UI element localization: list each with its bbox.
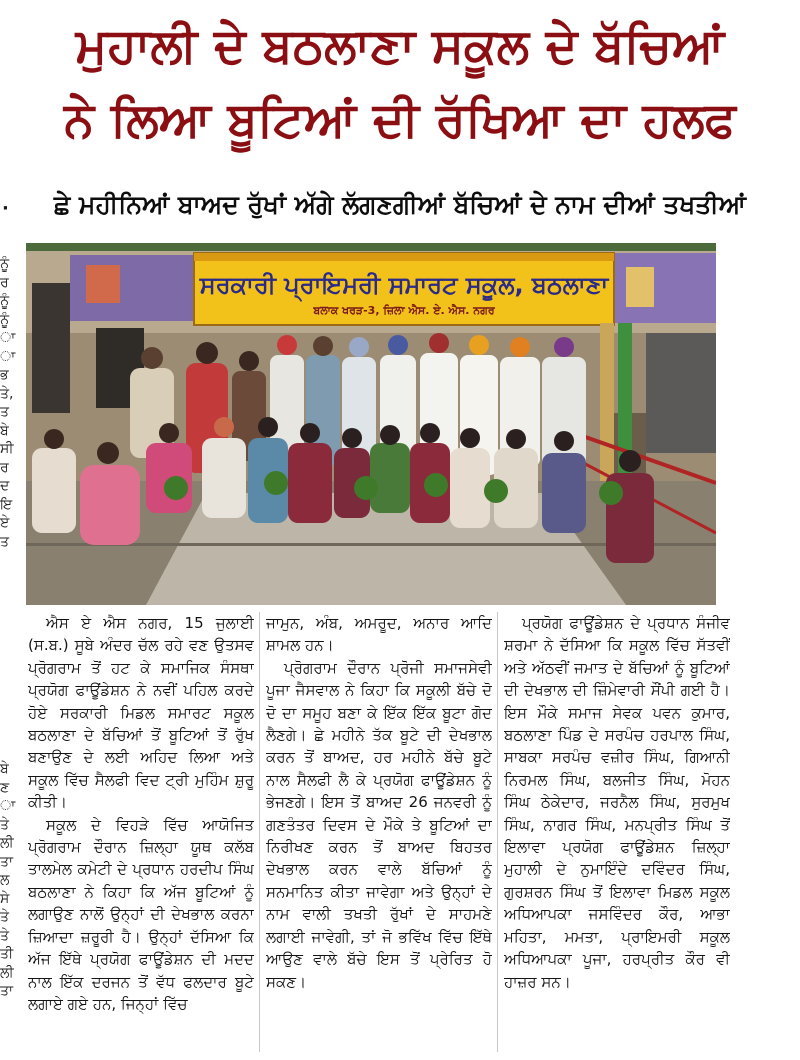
edge-fragment: ਤਾ (0, 983, 13, 999)
edge-fragment: ਾ (0, 348, 16, 365)
adjacent-article-edge-top (0, 255, 22, 605)
article-paragraph: ਐਸ ਏ ਐਸ ਨਗਰ, 15 ਜੁਲਾਈ (ਸ.ਬ.) ਸੂਬੇ ਅੰਦਰ ਚੱਲ ਰਹੇ ਵਣ ਉਤਸਵ ਪ੍ਰੋਗਰਾਮ ਤੋਂ ਹਟ ਕੇ ਸਮਾਜਿਕ ਸੰਸਥਾ ਪ੍ਰਯੋਗ ਫਾਊਂਡੇਸ਼ਨ ਨੇ ਨਵੀਂ ਪਹਿਲ ਕਰਦੇ ਹੋਏ ਸਰਕਾਰੀ ਮਿਡਲ ਸਮਾਰਟ ਸਕੂਲ ਬਠਲਾਣਾ ਦੇ ਬੱਚਿਆਂ ਤੋਂ ਬੂਟਿਆਂ ਤੋਂ ਰੁੱਖ ਬਣਾਉਣ ਦੇ ਲਈ ਅਹਿਦ ਲਿਆ ਅਤੇ ਸਕੂਲ ਵਿੱਚ ਸੈਲਫੀ ਵਿਦ ਟ੍ਰੀ ਮੁਹਿੰਮ ਸ਼ੁਰੂ ਕੀਤੀ। (28, 614, 254, 812)
edge-fragment: ਲੀ (0, 835, 14, 851)
edge-fragment: ਾ (0, 798, 16, 814)
edge-fragment: ਤਾ (0, 853, 13, 870)
edge-fragment: ਸੀ (0, 441, 14, 457)
edge-fragment: ਤੇ (0, 816, 9, 833)
edge-fragment: ਤ (0, 404, 9, 420)
edge-fragment: ਦ (0, 478, 10, 494)
edge-fragment: ਬੇ (0, 761, 9, 777)
article-column-1 (28, 612, 254, 1052)
edge-fragment: ਬੇ (0, 422, 9, 439)
edge-fragment: ਇ (0, 496, 13, 513)
edge-fragment: ਏ (0, 515, 10, 531)
column-rule-2 (497, 612, 498, 1052)
article-paragraph: ਜਾਮੁਨ, ਅੰਬ, ਅਮਰੂਦ, ਅਨਾਰ ਆਦਿ ਸ਼ਾਮਲ ਹਨ। (266, 614, 492, 655)
edge-fragment: ਸੇ (0, 890, 10, 907)
article-paragraph: ਸਕੂਲ ਦੇ ਵਿਹੜੇ ਵਿੱਚ ਆਯੋਜਿਤ ਪ੍ਰੋਗਰਾਮ ਦੌਰਾਨ ਜ਼ਿਲ੍ਹਾ ਯੂਥ ਕਲੱਬ ਤਾਲਮੇਲ ਕਮੇਟੀ ਦੇ ਪ੍ਰਧਾਨ ਹਰਦੀਪ ਸਿੰਘ ਬਠਲਾਣਾ ਨੇ ਕਿਹਾ ਕਿ ਅੱਜ ਬੂਟਿਆਂ ਨੂੰ ਲਗਾਉਣ ਨਾਲੋਂ ਉਨ੍ਹਾਂ ਦੀ ਦੇਖਭਾਲ ਕਰਨਾ ਜ਼ਿਆਦਾ ਜ਼ਰੂਰੀ ਹੈ। ਉਨ੍ਹਾਂ ਦੱਸਿਆ ਕਿ ਅੱਜ ਇੱਥੇ ਪ੍ਰਯੋਗ ਫਾਊਂਡੇਸ਼ਨ ਦੀ ਮਦਦ ਨਾਲ ਇੱਕ ਦਰਜਨ ਤੋਂ ਵੱਧ ਫਲਦਾਰ ਬੂਟੇ ਲਗਾਏ ਗਏ ਹਨ, ਜਿਨ੍ਹਾਂ ਵਿੱਚ (28, 815, 254, 1013)
article-paragraph: ਪ੍ਰੋਗਰਾਮ ਦੌਰਾਨ ਪ੍ਰੋਜੀ ਸਮਾਜਸੇਵੀ ਪੂਜਾ ਜੈਸਵਾਲ ਨੇ ਕਿਹਾ ਕਿ ਸਕੂਲੀ ਬੱਚੇ ਦੋ ਦੋ ਦਾ ਸਮੂਹ ਬਣਾ ਕੇ ਇੱਕ ਇੱਕ ਬੂਟਾ ਗੋਦ ਲੈਣਗੇ। ਛੇ ਮਹੀਨੇ ਤੱਕ ਬੂਟੇ ਦੀ ਦੇਖਭਾਲ ਕਰਨ ਤੋਂ ਬਾਅਦ, ਹਰ ਮਹੀਨੇ ਬੱਚੇ ਬੂਟੇ ਨਾਲ ਸੈਲਫੀ ਲੈ ਕੇ ਪ੍ਰਯੋਗ ਫਾਊਂਡੇਸ਼ਨ ਨੂੰ ਭੇਜਣਗੇ। ਇਸ ਤੋਂ ਬਾਅਦ 26 ਜਨਵਰੀ ਨੂੰ ਗਣਤੰਤਰ ਦਿਵਸ ਦੇ ਮੌਕੇ ਤੇ ਬੂਟਿਆਂ ਦਾ ਨਿਰੀਖਣ ਕਰਨ ਤੋਂ ਬਾਅਦ ਬਿਹਤਰ ਦੇਖਭਾਲ ਕਰਨ ਵਾਲੇ ਬੱਚਿਆਂ ਨੂੰ ਸਨਮਾਨਿਤ ਕੀਤਾ ਜਾਵੇਗਾ ਅਤੇ ਉਨ੍ਹਾਂ ਦੇ ਨਾਮ ਵਾਲੀ ਤਖਤੀ ਰੁੱਖਾਂ ਦੇ ਸਾਹਮਣੇ ਲਗਾਈ ਜਾਵੇਗੀ, ਤਾਂ ਜੋ ਭਵਿੱਖ ਵਿੱਚ ਇੱਥੇ ਆਉਣ ਵਾਲੇ ਬੱਚੇ ਇਸ ਤੋਂ ਪ੍ਰੇਰਿਤ ਹੋ ਸਕਣ। (266, 658, 492, 991)
banner-subtitle: ਬਲਾਕ ਖਰੜ-3, ਜ਼ਿਲਾ ਐਸ. ਏ. ਐਸ. ਨਗਰ (313, 304, 495, 317)
edge-fragment: ਤੀ (0, 946, 14, 962)
news-photo (26, 243, 716, 605)
edge-fragment: ਰ (0, 459, 9, 476)
edge-fragment: ਣ (0, 779, 10, 796)
column-rule-1 (259, 612, 260, 1052)
edge-fragment: ਰ (0, 274, 9, 291)
article-column-2 (266, 612, 492, 1052)
edge-fragment: ਤੇ (0, 909, 9, 925)
edge-fragment: ਲੀ (0, 964, 14, 981)
banner-title: ਸਰਕਾਰੀ ਪ੍ਰਾਇਮਰੀ ਸਮਾਰਟ ਸਕੂਲ, ਬਠਲਾਣਾ (199, 271, 609, 299)
headline-line-1: ਮੁਹਾਲੀ ਦੇ ਬਠਲਾਣਾ ਸਕੂਲ ਦੇ ਬੱਚਿਆਂ (75, 18, 725, 74)
edge-fragment: ਤੇ (0, 927, 9, 944)
edge-fragment: ਤੇ, (0, 385, 14, 402)
edge-fragment: ਨੂੰ (0, 311, 10, 328)
article-paragraph: ਪ੍ਰਯੋਗ ਫਾਊਂਡੇਸ਼ਨ ਦੇ ਪ੍ਰਧਾਨ ਸੰਜੀਵ ਸ਼ਰਮਾ ਨੇ ਦੱਸਿਆ ਕਿ ਸਕੂਲ ਵਿੱਚ ਸੱਤਵੀਂ ਅਤੇ ਅੱਠਵੀਂ ਜਮਾਤ ਦੇ ਬੱਚਿਆਂ ਨੂੰ ਬੂਟਿਆਂ ਦੀ ਦੇਖਭਾਲ ਦੀ ਜ਼ਿੰਮੇਵਾਰੀ ਸੌਂਪੀ ਗਈ ਹੈ। ਇਸ ਮੌਕੇ ਸਮਾਜ ਸੇਵਕ ਪਵਨ ਕੁਮਾਰ, ਬਠਲਾਣਾ ਪਿੰਡ ਦੇ ਸਰਪੰਚ ਹਰਪਾਲ ਸਿੰਘ, ਸਾਬਕਾ ਸਰਪੰਚ ਵਜ਼ੀਰ ਸਿੰਘ, ਗਿਆਨੀ ਨਿਰਮਲ ਸਿੰਘ, ਬਲਜੀਤ ਸਿੰਘ, ਮੋਹਨ ਸਿੰਘ ਠੇਕੇਦਾਰ, ਜਰਨੈਲ ਸਿੰਘ, ਸੁਰਮੁਖ ਸਿੰਘ, ਨਾਗਰ ਸਿੰਘ, ਮਨਪ੍ਰੀਤ ਸਿੰਘ ਤੋਂ ਇਲਾਵਾ ਪ੍ਰਯੋਗ ਫਾਊਂਡੇਸ਼ਨ ਜ਼ਿਲ੍ਹਾ ਮੁਹਾਲੀ ਦੇ ਨੁਮਾਇੰਦੇ ਦਵਿੰਦਰ ਸਿੰਘ, ਗੁਰਸ਼ਰਨ ਸਿੰਘ ਤੋਂ ਇਲਾਵਾ ਮਿਡਲ ਸਕੂਲ ਅਧਿਆਪਕਾ ਜਸਵਿੰਦਰ ਕੌਰ, ਆਭਾ ਮਹਿਤਾ, ਮਮਤਾ, ਪ੍ਰਾਇਮਰੀ ਸਕੂਲ ਅਧਿਆਪਕਾ ਪੂਜਾ, ਹਰਪ੍ਰੀਤ ਕੌਰ ਵੀ ਹਾਜ਼ਰ ਸਨ। (504, 614, 730, 991)
article-column-3 (504, 612, 730, 1052)
adjacent-article-edge-bottom (0, 760, 22, 1060)
edge-fragment: ਤ (0, 533, 9, 550)
headline-line-2: ਨੇ ਲਿਆ ਬੂਟਿਆਂ ਦੀ ਰੱਖਿਆ ਦਾ ਹਲਫ (64, 92, 736, 148)
margin-bullet: · (2, 198, 9, 219)
edge-fragment: ਭ (0, 367, 9, 383)
edge-fragment: ਲ (0, 872, 10, 888)
subheadline: ਛੇ ਮਹੀਨਿਆਂ ਬਾਅਦ ਰੁੱਖਾਂ ਅੱਗੇ ਲੱਗਣਗੀਆਂ ਬੱਚਿਆਂ ਦੇ ਨਾਮ ਦੀਆਂ ਤਖਤੀਆਂ (53, 190, 747, 219)
edge-fragment: ਨੂੰ (0, 293, 10, 309)
edge-fragment: ਨੂੰ (0, 256, 10, 272)
edge-fragment: ਾ (0, 330, 16, 346)
